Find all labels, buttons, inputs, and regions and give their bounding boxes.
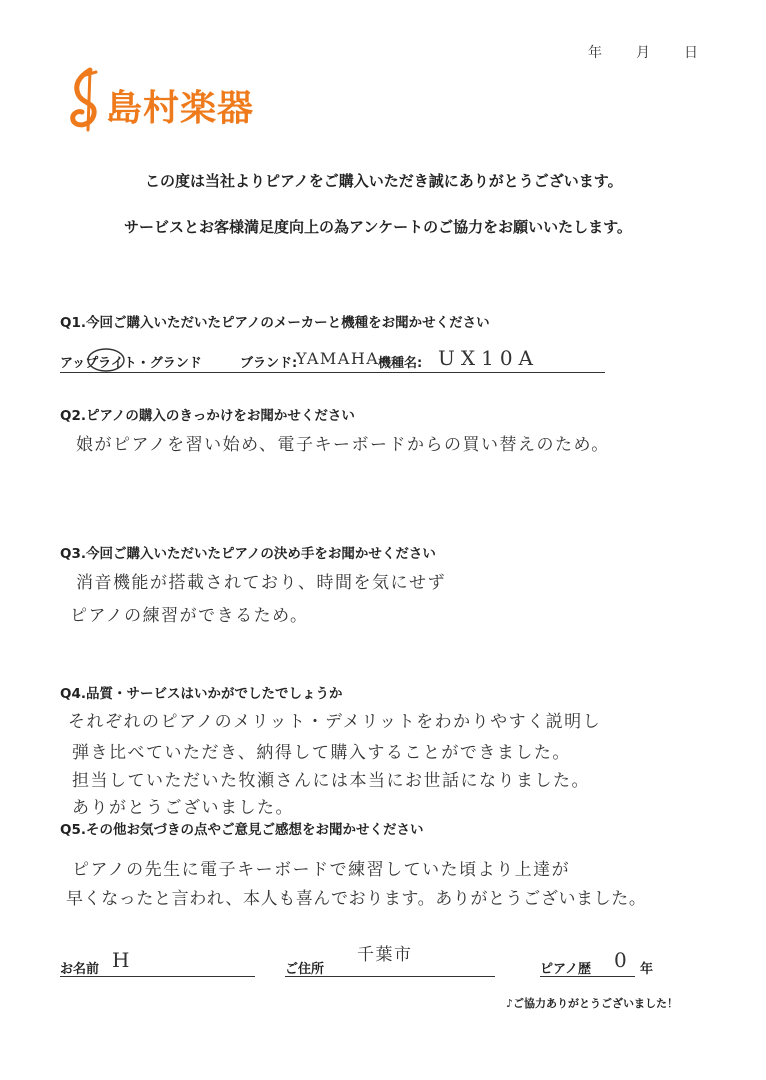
day-label: 日 bbox=[684, 45, 698, 61]
model-value: UX10A bbox=[438, 346, 539, 370]
question-4: Q4.品質・サービスはいかがでしたでしょうか bbox=[60, 686, 343, 702]
q4-answer-line-1: それぞれのピアノのメリット・デメリットをわかりやすく説明し bbox=[68, 712, 602, 732]
thanks-message: ♪ご協力ありがとうございました！ bbox=[506, 997, 679, 1010]
q5-answer-line-2: 早くなったと言われ、本人も喜んでおります。ありがとうございました。 bbox=[66, 889, 647, 909]
address-value: 千葉市 bbox=[357, 945, 413, 965]
month-label: 月 bbox=[636, 45, 650, 61]
brand-value: YAMAHA bbox=[296, 349, 380, 368]
q5-answer-line-1: ピアノの先生に電子キーボードで練習していた頃より上達が bbox=[72, 860, 571, 880]
question-3: Q3.今回ご購入いただいたピアノの決め手をお聞かせください bbox=[60, 546, 436, 562]
question-5: Q5.その他お気づきの点やご意見ご感想をお聞かせください bbox=[60, 822, 424, 838]
selection-circle bbox=[85, 346, 127, 374]
piano-type-options: アップライト・グランド bbox=[60, 356, 202, 371]
question-1: Q1.今回ご購入いただいたピアノのメーカーと機種をお聞かせください bbox=[60, 315, 490, 331]
q2-answer-line-1: 娘がピアノを習い始め、電子キーボードからの買い替えのため。 bbox=[76, 435, 610, 455]
treble-clef-icon bbox=[66, 66, 106, 136]
year-label: 年 bbox=[588, 45, 602, 61]
name-value: H bbox=[112, 948, 131, 972]
q4-answer-line-2: 弾き比べていただき、納得して購入することができました。 bbox=[72, 743, 571, 763]
piano-history-label: ピアノ歴 bbox=[540, 962, 591, 977]
logo-text: 島村楽器 bbox=[106, 88, 255, 129]
name-field bbox=[60, 948, 255, 977]
q4-answer-line-4: ありがとうございました。 bbox=[72, 798, 294, 818]
q4-answer-line-3: 担当していただいた牧瀬さんには本当にお世話になりました。 bbox=[72, 771, 590, 791]
q3-answer-line-2: ピアノの練習ができるため。 bbox=[70, 606, 309, 626]
address-label: ご住所 bbox=[285, 962, 325, 977]
model-label: 機種名: bbox=[378, 356, 423, 371]
name-label: お名前 bbox=[60, 962, 100, 977]
piano-history-value: 0 bbox=[614, 948, 629, 972]
q3-answer-line-1: 消音機能が搭載されており、時間を気にせず bbox=[76, 573, 446, 593]
intro-line-1: この度は当社よりピアノをご購入いただき誠にありがとうございます。 bbox=[145, 172, 623, 190]
piano-history-field bbox=[540, 948, 635, 977]
shimamura-logo bbox=[66, 66, 306, 136]
question-2: Q2.ピアノの購入のきっかけをお聞かせください bbox=[60, 408, 355, 424]
address-field bbox=[285, 945, 495, 977]
piano-history-unit: 年 bbox=[640, 962, 654, 977]
intro-line-2: サービスとお客様満足度向上の為アンケートのご協力をお願いいたします。 bbox=[124, 218, 632, 236]
q1-answer-line bbox=[60, 348, 605, 373]
brand-label: ブランド: bbox=[240, 356, 298, 371]
